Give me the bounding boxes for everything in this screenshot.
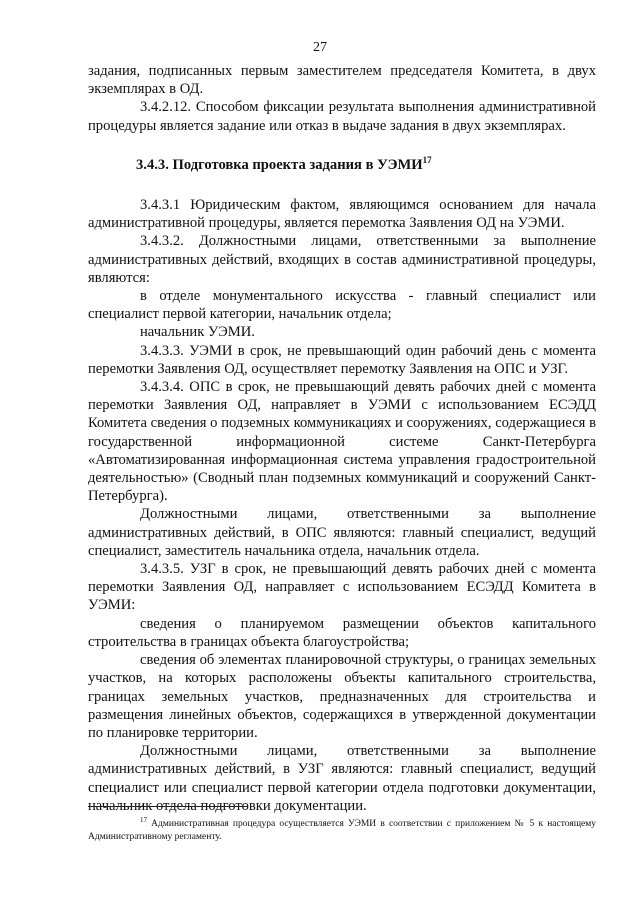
paragraph-officials-uzg: Должностными лицами, ответственными за выполнение административных действий, в УЗГ являются: главный специалист, ведущий специалист или специалист первой категории отдела подготовки документации, начальник отдела подготовки документации. (88, 743, 596, 814)
paragraph-continuation: задания, подписанных первым заместителем председателя Комитета, в двух экземплярах в ОД. (88, 63, 596, 98)
paragraph-head-uemi: начальник УЭМИ. (140, 324, 255, 341)
paragraph-officials-monumental: в отделе монументального искусства - главный специалист или специалист первой категории, начальник отдела; (88, 288, 596, 323)
footnote-marker: 17 (140, 816, 147, 824)
paragraph-3-4-3-2: 3.4.3.2. Должностными лицами, ответственными за выполнение административных действий, входящих в состав административной процедуры, являются: (88, 233, 596, 286)
document-body (88, 62, 596, 815)
paragraph-3-4-3-5: 3.4.3.5. УЗГ в срок, не превышающий девять рабочих дней с момента перемотки Заявления ОД, направляет с использованием ЕСЭДД Комитета в УЭМИ: (88, 561, 596, 614)
section-heading (136, 151, 596, 174)
footnote-separator (88, 806, 248, 807)
footnote-ref: 17 (422, 154, 432, 165)
paragraph-3-4-3-3: 3.4.3.3. УЭМИ в срок, не превышающий один рабочий день с момента перемотки Заявления ОД, осуществляет перемотку Заявления на ОПС и УЗГ. (88, 342, 596, 377)
paragraph-info-capital-construction: сведения о планируемом размещении объектов капитального строительства в границах объекта благоустройства; (88, 615, 596, 650)
section-title: 3.4.3. Подготовка проекта задания в УЭМИ (136, 156, 423, 173)
paragraph-3-4-3-4: 3.4.3.4. ОПС в срок, не превышающий девять рабочих дней с момента перемотки Заявления ОД, направляет в УЭМИ с использованием ЕСЭДД Комитета сведения о подземных коммуникациях и сооружениях, содержащиеся в государственной информационной системе Санкт-Петербурга «Автоматизированная информационная система управления градостроительной деятельностью» (Сводный план подземных коммуникаций и сооружений Санкт-Петербурга). (88, 379, 596, 505)
page-number: 27 (313, 40, 327, 55)
paragraph-officials-ops: Должностными лицами, ответственными за выполнение административных действий, в ОПС являются: главный специалист, ведущий специалист, заместитель начальника отдела, начальник отдела. (88, 506, 596, 559)
footnote (88, 814, 596, 844)
paragraph-3-4-3-1: 3.4.3.1 Юридическим фактом, являющимся основанием для начала административной процедуры, является перемотка Заявления ОД на УЭМИ. (88, 197, 596, 232)
footnote-text: Административная процедура осуществляется УЭМИ в соответствии с приложением № 5 к настоящему Административному регламенту. (88, 819, 596, 842)
paragraph-info-planning-structure: сведения об элементах планировочной структуры, о границах земельных участков, на которых расположены объекты капитального строительства, границах земельных участков, предназначенных для строительства и размещения линейных объектов, содержащихся в утвержденной документации по планировке территории. (88, 652, 596, 741)
paragraph-3-4-2-12: 3.4.2.12. Способом фиксации результата выполнения административной процедуры является задание или отказ в выдаче задания в двух экземплярах. (88, 99, 596, 134)
